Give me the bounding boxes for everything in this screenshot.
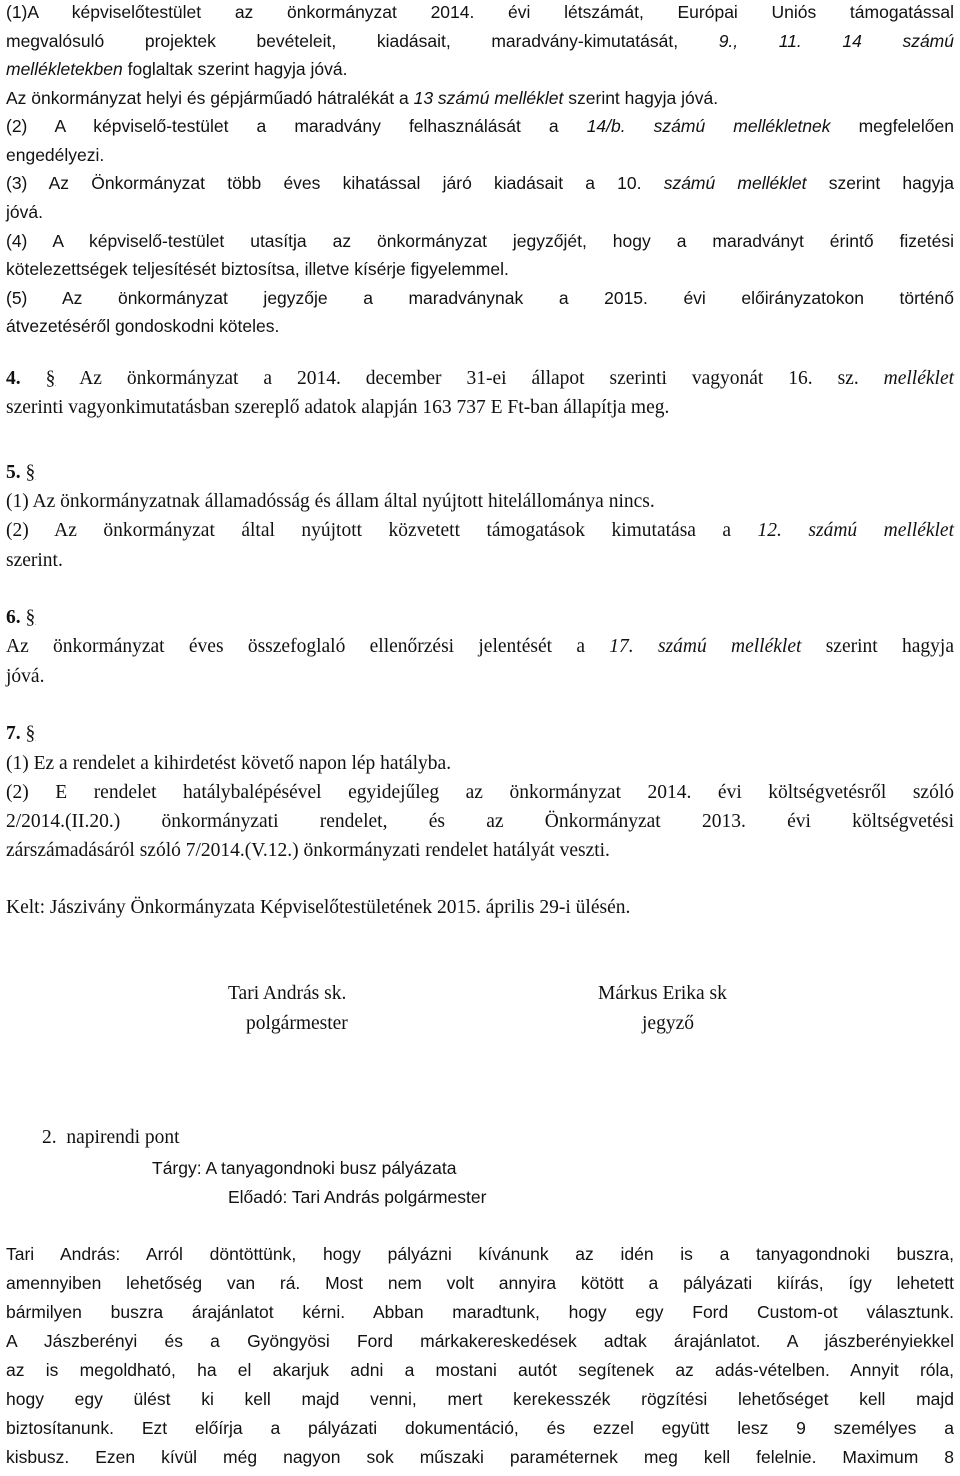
section-5-text-3: szerint.: [6, 550, 63, 571]
section-5-annex-ref: 12. számú melléklet: [757, 520, 954, 541]
signature-left-name: [228, 982, 346, 1006]
mayor-name: Tari András sk.: [228, 983, 347, 1004]
section-6-text-1c: szerint hagyja: [825, 636, 954, 657]
para-1-line-3: [6, 57, 347, 81]
mayor-role: polgármester: [246, 1013, 348, 1034]
para-5-text-1: (5) Az önkormányzat jegyzője a maradványnak a 2015. évi előirányzatokon történő: [6, 288, 954, 308]
body-text: hogy egy ülést ki kell majd venni, mert kerekesszék rögzítési lehetőséget kell majd: [6, 1389, 954, 1409]
signature-right-name: [598, 982, 727, 1006]
body-text: Tari András: Arról döntöttünk, hogy pályázni kívánunk az idén is a tanyagondnoki buszra,: [6, 1244, 954, 1264]
agenda-heading: [42, 1126, 180, 1150]
agenda-subject: Tárgy: A tanyagondnoki busz pályázata: [152, 1158, 457, 1178]
section-mark: §: [25, 462, 36, 483]
para-1-line-1: [6, 0, 954, 24]
body-text: bármilyen buszra árajánlatot kérni. Abban maradtunk, hogy egy Ford Custom-ot választunk.: [6, 1302, 954, 1322]
para-2-line-2: [6, 143, 104, 167]
para-3-text-1c: szerint hagyja: [828, 173, 954, 193]
para-2-annex-ref: 14/b. számú mellékletnek: [586, 116, 831, 136]
body-text: A Jászberényi és a Gyöngyösi Ford márkakereskedések adtak árajánlatot. A jászberényiekkel: [6, 1331, 954, 1351]
para-1-text-2: megvalósuló projektek bevételeit, kiadásait, maradvány-kimutatását,: [6, 31, 679, 51]
section-6-line-2: [6, 665, 44, 689]
para-4-text-2: kötelezettségek teljesítését biztosítsa, illetve kísérje figyelemmel.: [6, 259, 509, 279]
section-6-number: 6.: [6, 607, 21, 628]
section-5-line-2: [6, 519, 954, 543]
body-text: az is megoldható, ha el akarjuk adni a mostani autót segítenek az adás-vételben. Annyit róla,: [6, 1360, 954, 1380]
notary-name: Márkus Erika sk: [598, 983, 727, 1004]
body-line: [6, 1358, 954, 1382]
para-2-text-1c: megfelelően: [858, 116, 954, 136]
section-6-header: [6, 606, 35, 630]
para-4-text-1: (4) A képviselő-testület utasítja az önkormányzat jegyzőjét, hogy a maradványt érintő fizetési: [6, 231, 954, 251]
para-3-text-2: jóvá.: [6, 202, 43, 222]
body-line: [6, 1416, 954, 1440]
section-mark: §: [25, 723, 36, 744]
para-1-text-4c: szerint hagyja jóvá.: [563, 88, 719, 108]
para-1-text-1: (1)A képviselőtestület az önkormányzat 2014. évi létszámát, Európai Uniós támogatással: [6, 2, 954, 22]
para-5-line-1: [6, 286, 954, 310]
para-1-text-3: foglaltak szerint hagyja jóvá.: [122, 59, 348, 79]
para-5-text-2: átvezetéséről gondoskodni köteles.: [6, 316, 280, 336]
body-line: [6, 1242, 954, 1266]
agenda-title: napirendi pont: [66, 1127, 180, 1148]
para-2-line-1: [6, 114, 954, 138]
signature-left-role: [246, 1012, 348, 1036]
section-6-text-1a: Az önkormányzat éves összefoglaló ellenőrzési jelentését a: [6, 636, 610, 657]
section-7-line-3: [6, 810, 954, 834]
section-7-text-2: (2) E rendelet hatálybalépésével egyidejűleg az önkormányzat 2014. évi költségvetésről szóló: [6, 782, 954, 803]
section-7-text-4: zárszámadásáról szóló 7/2014.(V.12.) önkormányzati rendelet hatályát veszti.: [6, 840, 610, 861]
section-4-number: 4.: [6, 368, 21, 389]
notary-role: jegyző: [642, 1013, 694, 1034]
para-1-annex-ref: 9., 11. 14 számú: [718, 31, 954, 51]
para-2-text-1a: (2) A képviselő-testület a maradvány felhasználását a: [6, 116, 587, 136]
section-6-annex-ref: 17. számú melléklet: [609, 636, 802, 657]
body-line: [6, 1387, 954, 1411]
para-3-text-1a: (3) Az Önkormányzat több éves kihatással járó kiadásait a 10.: [6, 173, 664, 193]
para-1-line-2: [6, 29, 954, 53]
para-5-line-2: [6, 314, 279, 338]
section-4-line-2: [6, 396, 669, 420]
section-6-text-2: jóvá.: [6, 666, 45, 687]
section-4-annex-word: melléklet: [883, 368, 955, 389]
para-4-line-1: [6, 229, 954, 253]
body-text: amennyiben lehetőség van rá. Most nem volt annyira kötött a pályázati kiírás, így lehetett: [6, 1273, 954, 1293]
section-7-line-1: [6, 752, 451, 776]
agenda-presenter-line: [228, 1185, 486, 1209]
body-text: biztosítanunk. Ezt előírja a pályázati dokumentáció, és ezzel együtt lesz 9 személyes a: [6, 1418, 954, 1438]
para-4-line-2: [6, 257, 509, 281]
agenda-number: 2.: [42, 1127, 57, 1148]
section-5-text-1: (1) Az önkormányzatnak államadósság és állam által nyújtott hitelállománya nincs.: [6, 491, 655, 512]
section-7-text-3: 2/2014.(II.20.) önkormányzati rendelet, és az Önkormányzat 2013. évi költségvetési: [6, 811, 954, 832]
section-5-line-1: [6, 490, 655, 514]
para-1-annex-13: 13 számú melléklet: [413, 88, 564, 108]
section-6-line-1: [6, 635, 954, 659]
section-5-text-2a: (2) Az önkormányzat által nyújtott közvetett támogatások kimutatása a: [6, 520, 758, 541]
section-5-number: 5.: [6, 462, 21, 483]
section-7-number: 7.: [6, 723, 21, 744]
section-4-text-2: szerinti vagyonkimutatásban szereplő adatok alapján 163 737 E Ft-ban állapítja meg.: [6, 397, 670, 418]
body-line: [6, 1329, 954, 1353]
section-mark: §: [25, 607, 36, 628]
body-line: [6, 1445, 954, 1469]
agenda-presenter: Előadó: Tari András polgármester: [228, 1187, 487, 1207]
section-7-line-2: [6, 781, 954, 805]
para-3-annex-ref: számú melléklet: [663, 173, 807, 193]
body-text: kisbusz. Ezen kívül még nagyon sok műszaki paraméternek meg kell felelnie. Maximum 8: [6, 1447, 954, 1467]
section-7-line-4: [6, 839, 610, 863]
body-line: [6, 1271, 954, 1295]
section-5-header: [6, 461, 35, 485]
section-5-line-3: [6, 549, 63, 573]
dated-text: Kelt: Jászivány Önkormányzata Képviselőtestületének 2015. április 29-i ülésén.: [6, 897, 631, 918]
para-3-line-1: [6, 171, 954, 195]
section-7-text-1: (1) Ez a rendelet a kihirdetést követő napon lép hatályba.: [6, 753, 452, 774]
para-1-annex-word: mellékletekben: [6, 59, 123, 79]
section-4-line-1: [6, 367, 954, 391]
section-4-text-1: Az önkormányzat a 2014. december 31-ei állapot szerinti vagyonát 16. sz.: [79, 368, 884, 389]
para-3-line-2: [6, 200, 43, 224]
signature-right-role: [642, 1012, 694, 1036]
para-2-text-2: engedélyezi.: [6, 145, 105, 165]
para-1-line-4: [6, 86, 718, 110]
dated-line: [6, 896, 630, 920]
section-mark: §: [45, 368, 56, 389]
body-line: [6, 1300, 954, 1324]
para-1-text-4a: Az önkormányzat helyi és gépjárműadó hátralékát a: [6, 88, 414, 108]
agenda-subject-line: [152, 1156, 457, 1180]
section-7-header: [6, 722, 35, 746]
